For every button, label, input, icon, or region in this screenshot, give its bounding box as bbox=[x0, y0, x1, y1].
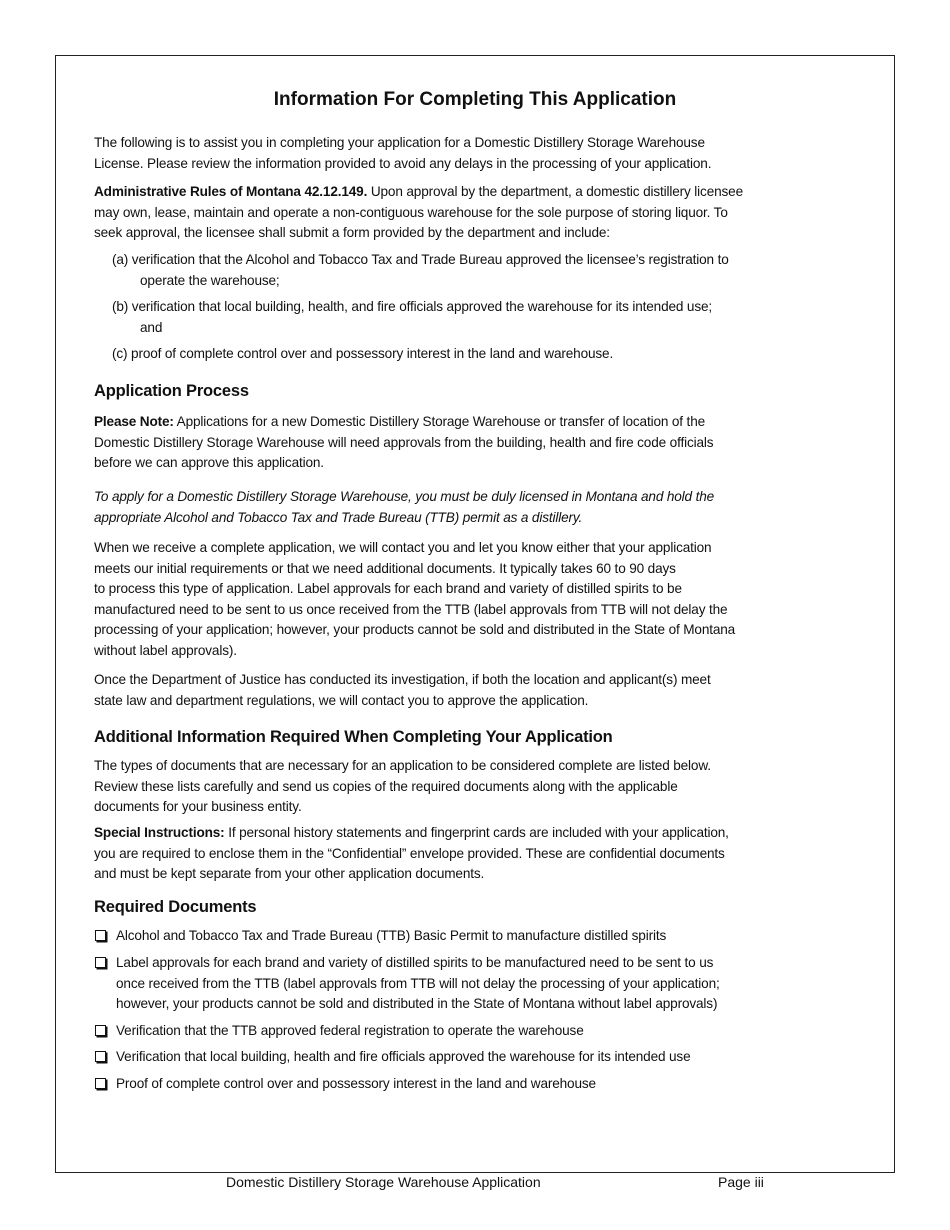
footer-document-title: Domestic Distillery Storage Warehouse Application bbox=[226, 1174, 541, 1190]
rules-paragraph bbox=[94, 182, 884, 244]
intro-paragraph: The following is to assist you in completing your application for a Domestic Distillery Storage Warehouse License. Please review the information provided to avoid any delays in the processing of your application. bbox=[94, 135, 712, 171]
required-item: Proof of complete control over and possessory interest in the land and warehouse bbox=[94, 1074, 906, 1095]
application-process-heading: Application Process bbox=[94, 382, 249, 400]
note-text: Applications for a new Domestic Distillery Storage Warehouse or transfer of location of the Domestic Distillery Storage Warehouse will need approvals from the building, health and fire code officials before we can approve this application. bbox=[94, 414, 714, 470]
page-title: Information For Completing This Application bbox=[273, 89, 677, 110]
required-item: Verification that the TTB approved federal registration to operate the warehouse bbox=[94, 1021, 906, 1042]
checkbox-icon bbox=[95, 930, 106, 941]
rules-label: Administrative Rules of Montana 42.12.149. bbox=[94, 184, 368, 199]
checkbox-icon bbox=[95, 1025, 106, 1036]
rule-item-b: (b) verification that local building, health, and fire officials approved the warehouse for its intended use; and bbox=[112, 299, 713, 335]
process-paragraph-1: When we receive a complete application, we will contact you and let you know either that your application meets our initial requirements or that we need additional documents. It typically takes 60 to 90 days to process this type of application. Label approvals for each brand and variety of distilled spirits to be manufactured need to be sent to us once received from the TTB (label approvals from TTB will not delay the processing of your application; however, your products cannot be sold and distributed in the State of Montana without label approvals). bbox=[94, 540, 736, 658]
checkbox-icon bbox=[95, 1051, 106, 1062]
note-label: Please Note: bbox=[94, 414, 174, 429]
rule-item-a: (a) verification that the Alcohol and Tobacco Tax and Trade Bureau approved the licensee’s registration to operate the warehouse; bbox=[112, 252, 729, 288]
required-documents-heading: Required Documents bbox=[94, 898, 257, 916]
footer-page-number: Page iii bbox=[718, 1174, 764, 1190]
licensing-italic-note: To apply for a Domestic Distillery Storage Warehouse, you must be duly licensed in Montana and hold the appropriate Alcohol and Tobacco Tax and Trade Bureau (TTB) permit as a distillery. bbox=[94, 489, 715, 525]
process-paragraph-2: Once the Department of Justice has conducted its investigation, if both the location and applicant(s) meet state law and department regulations, we will contact you to approve the application. bbox=[94, 672, 711, 708]
additional-info-heading: Additional Information Required When Completing Your Application bbox=[94, 728, 613, 746]
required-item: Alcohol and Tobacco Tax and Trade Bureau (TTB) Basic Permit to manufacture distilled spirits bbox=[94, 926, 906, 947]
special-instructions-paragraph bbox=[94, 823, 884, 885]
required-item: Label approvals for each brand and variety of distilled spirits to be manufactured need to be sent to us once received from the TTB (label approvals from TTB will not delay the processing of your application; however, your products cannot be sold and distributed in the State of Montana without label approvals) bbox=[94, 953, 906, 1015]
please-note-paragraph bbox=[94, 412, 884, 474]
required-item: Verification that local building, health and fire officials approved the warehouse for its intended use bbox=[94, 1047, 906, 1068]
rules-text: Upon approval by the department, a domestic distillery licensee may own, lease, maintain and operate a non-contiguous warehouse for the sole purpose of storing liquor. To seek approval, the licensee shall submit a form provided by the department and include: bbox=[94, 184, 743, 240]
additional-paragraph: The types of documents that are necessary for an application to be considered complete are listed below. Review these lists carefully and send us copies of the required documents along with the applicable documents for your business entity. bbox=[94, 758, 711, 814]
special-text: If personal history statements and fingerprint cards are included with your application, you are required to enclose them in the “Confidential” envelope provided. These are confidential documents and must be kept separate from your other application documents. bbox=[94, 825, 729, 881]
rule-item-c: (c) proof of complete control over and possessory interest in the land and warehouse. bbox=[112, 346, 614, 361]
checkbox-icon bbox=[95, 1078, 106, 1089]
special-label: Special Instructions: bbox=[94, 825, 225, 840]
checkbox-icon bbox=[95, 957, 106, 968]
